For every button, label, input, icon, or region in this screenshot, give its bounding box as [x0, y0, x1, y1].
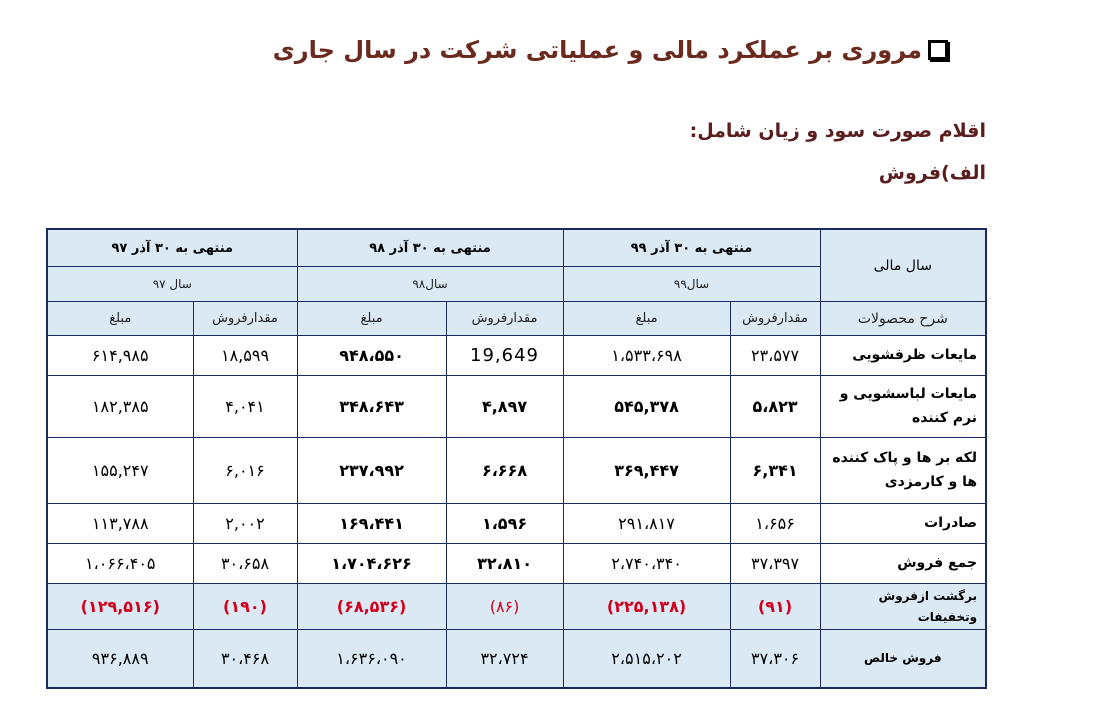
table-cell: ۳۰،۴۶۸	[193, 630, 297, 688]
amount-header-99: مبلغ	[563, 302, 730, 336]
table-cell: ۱۸,۵۹۹	[193, 336, 297, 376]
table-cell: ۲،۷۴۰،۳۴۰	[563, 544, 730, 584]
amount-header-98: مبلغ	[297, 302, 446, 336]
year-label-97: سال ۹۷	[47, 267, 297, 302]
table-cell: ۱۶۹،۴۴۱	[297, 504, 446, 544]
table-cell: (۲۲۵,۱۳۸)	[563, 584, 730, 630]
table-cell: ۱،۶۵۶	[730, 504, 820, 544]
table-row	[47, 336, 986, 376]
period-header-98: منتهی به ۳۰ آذر ۹۸	[297, 229, 563, 267]
row-label: صادرات	[820, 504, 986, 544]
table-row	[47, 438, 986, 504]
table-cell: ۶۱۴,۹۸۵	[47, 336, 193, 376]
table-cell: ۶,۳۴۱	[730, 438, 820, 504]
page-title: مروری بر عملکرد مالی و عملیاتی شرکت در سال جاری	[272, 36, 922, 64]
qty-header-99: مقدارفروش	[730, 302, 820, 336]
table-cell: (۸۶)	[446, 584, 563, 630]
table-cell: ۲۹۱،۸۱۷	[563, 504, 730, 544]
table-cell: ۳۷،۳۹۷	[730, 544, 820, 584]
table-cell: ۲،۵۱۵،۲۰۲	[563, 630, 730, 688]
checkbox-icon	[928, 40, 948, 60]
table-cell: ۴,۰۴۱	[193, 376, 297, 438]
row-label: برگشت ازفروش وتخفیفات	[820, 584, 986, 630]
table-cell: ۹۴۸،۵۵۰	[297, 336, 446, 376]
table-cell: ۳۲،۸۱۰	[446, 544, 563, 584]
table-row	[47, 504, 986, 544]
row-label: لکه بر ها و پاک کننده ها و کارمزدی	[820, 438, 986, 504]
table-cell: ۲۳،۵۷۷	[730, 336, 820, 376]
table-cell: ۵،۸۲۳	[730, 376, 820, 438]
table-cell: ۶,۰۱۶	[193, 438, 297, 504]
sales-table	[46, 228, 987, 689]
table-cell: ۹۳۶,۸۸۹	[47, 630, 193, 688]
table-cell: ۲۳۷،۹۹۲	[297, 438, 446, 504]
table-cell: ۵۴۵,۳۷۸	[563, 376, 730, 438]
amount-header-97: مبلغ	[47, 302, 193, 336]
table-cell: (۶۸,۵۳۶)	[297, 584, 446, 630]
year-label-99: سال۹۹	[563, 267, 820, 302]
table-cell: ۴,۸۹۷	[446, 376, 563, 438]
row-label: مایعات لباسشویی و نرم کننده	[820, 376, 986, 438]
table-cell: ۱۱۳,۷۸۸	[47, 504, 193, 544]
table-cell: ۱۸۲,۳۸۵	[47, 376, 193, 438]
table-cell: ۳۴۸،۶۴۳	[297, 376, 446, 438]
year-label-98: سال۹۸	[297, 267, 563, 302]
qty-header-98: مقدارفروش	[446, 302, 563, 336]
table-row	[47, 376, 986, 438]
table-cell: ۱،۵۳۳،۶۹۸	[563, 336, 730, 376]
subheading-income-items: اقلام صورت سود و زیان شامل:	[689, 120, 986, 142]
row-label: مایعات ظرفشویی	[820, 336, 986, 376]
row-label: فروش خالص	[820, 630, 986, 688]
table-cell: ۳۰،۶۵۸	[193, 544, 297, 584]
table-cell: ۳۲،۷۲۴	[446, 630, 563, 688]
table-cell: ۱،۷۰۴،۶۲۶	[297, 544, 446, 584]
table-cell: 19,649	[446, 336, 563, 376]
table-cell: (۱۲۹,۵۱۶)	[47, 584, 193, 630]
table-cell: ۳۷،۳۰۶	[730, 630, 820, 688]
fiscal-year-header: سال مالی	[820, 229, 986, 302]
table-row	[47, 584, 986, 630]
table-cell: (۱۹۰)	[193, 584, 297, 630]
row-label: جمع فروش	[820, 544, 986, 584]
table-cell: ۶،۶۶۸	[446, 438, 563, 504]
title-row	[273, 36, 948, 64]
table-cell: ۱،۶۳۶،۰۹۰	[297, 630, 446, 688]
table-cell: ۱،۰۶۶،۴۰۵	[47, 544, 193, 584]
table-cell: ۲,۰۰۲	[193, 504, 297, 544]
table-row	[47, 544, 986, 584]
description-header: شرح محصولات	[820, 302, 986, 336]
qty-header-97: مقدارفروش	[193, 302, 297, 336]
table-cell: (۹۱)	[730, 584, 820, 630]
table-cell: ۱۵۵,۲۴۷	[47, 438, 193, 504]
table-cell: ۱،۵۹۶	[446, 504, 563, 544]
table-cell: ۳۶۹,۴۴۷	[563, 438, 730, 504]
subheading-sales: الف)فروش	[878, 162, 986, 184]
period-header-99: منتهی به ۳۰ آذر ۹۹	[563, 229, 820, 267]
table-row	[47, 630, 986, 688]
period-header-97: منتهی به ۳۰ آذر ۹۷	[47, 229, 297, 267]
